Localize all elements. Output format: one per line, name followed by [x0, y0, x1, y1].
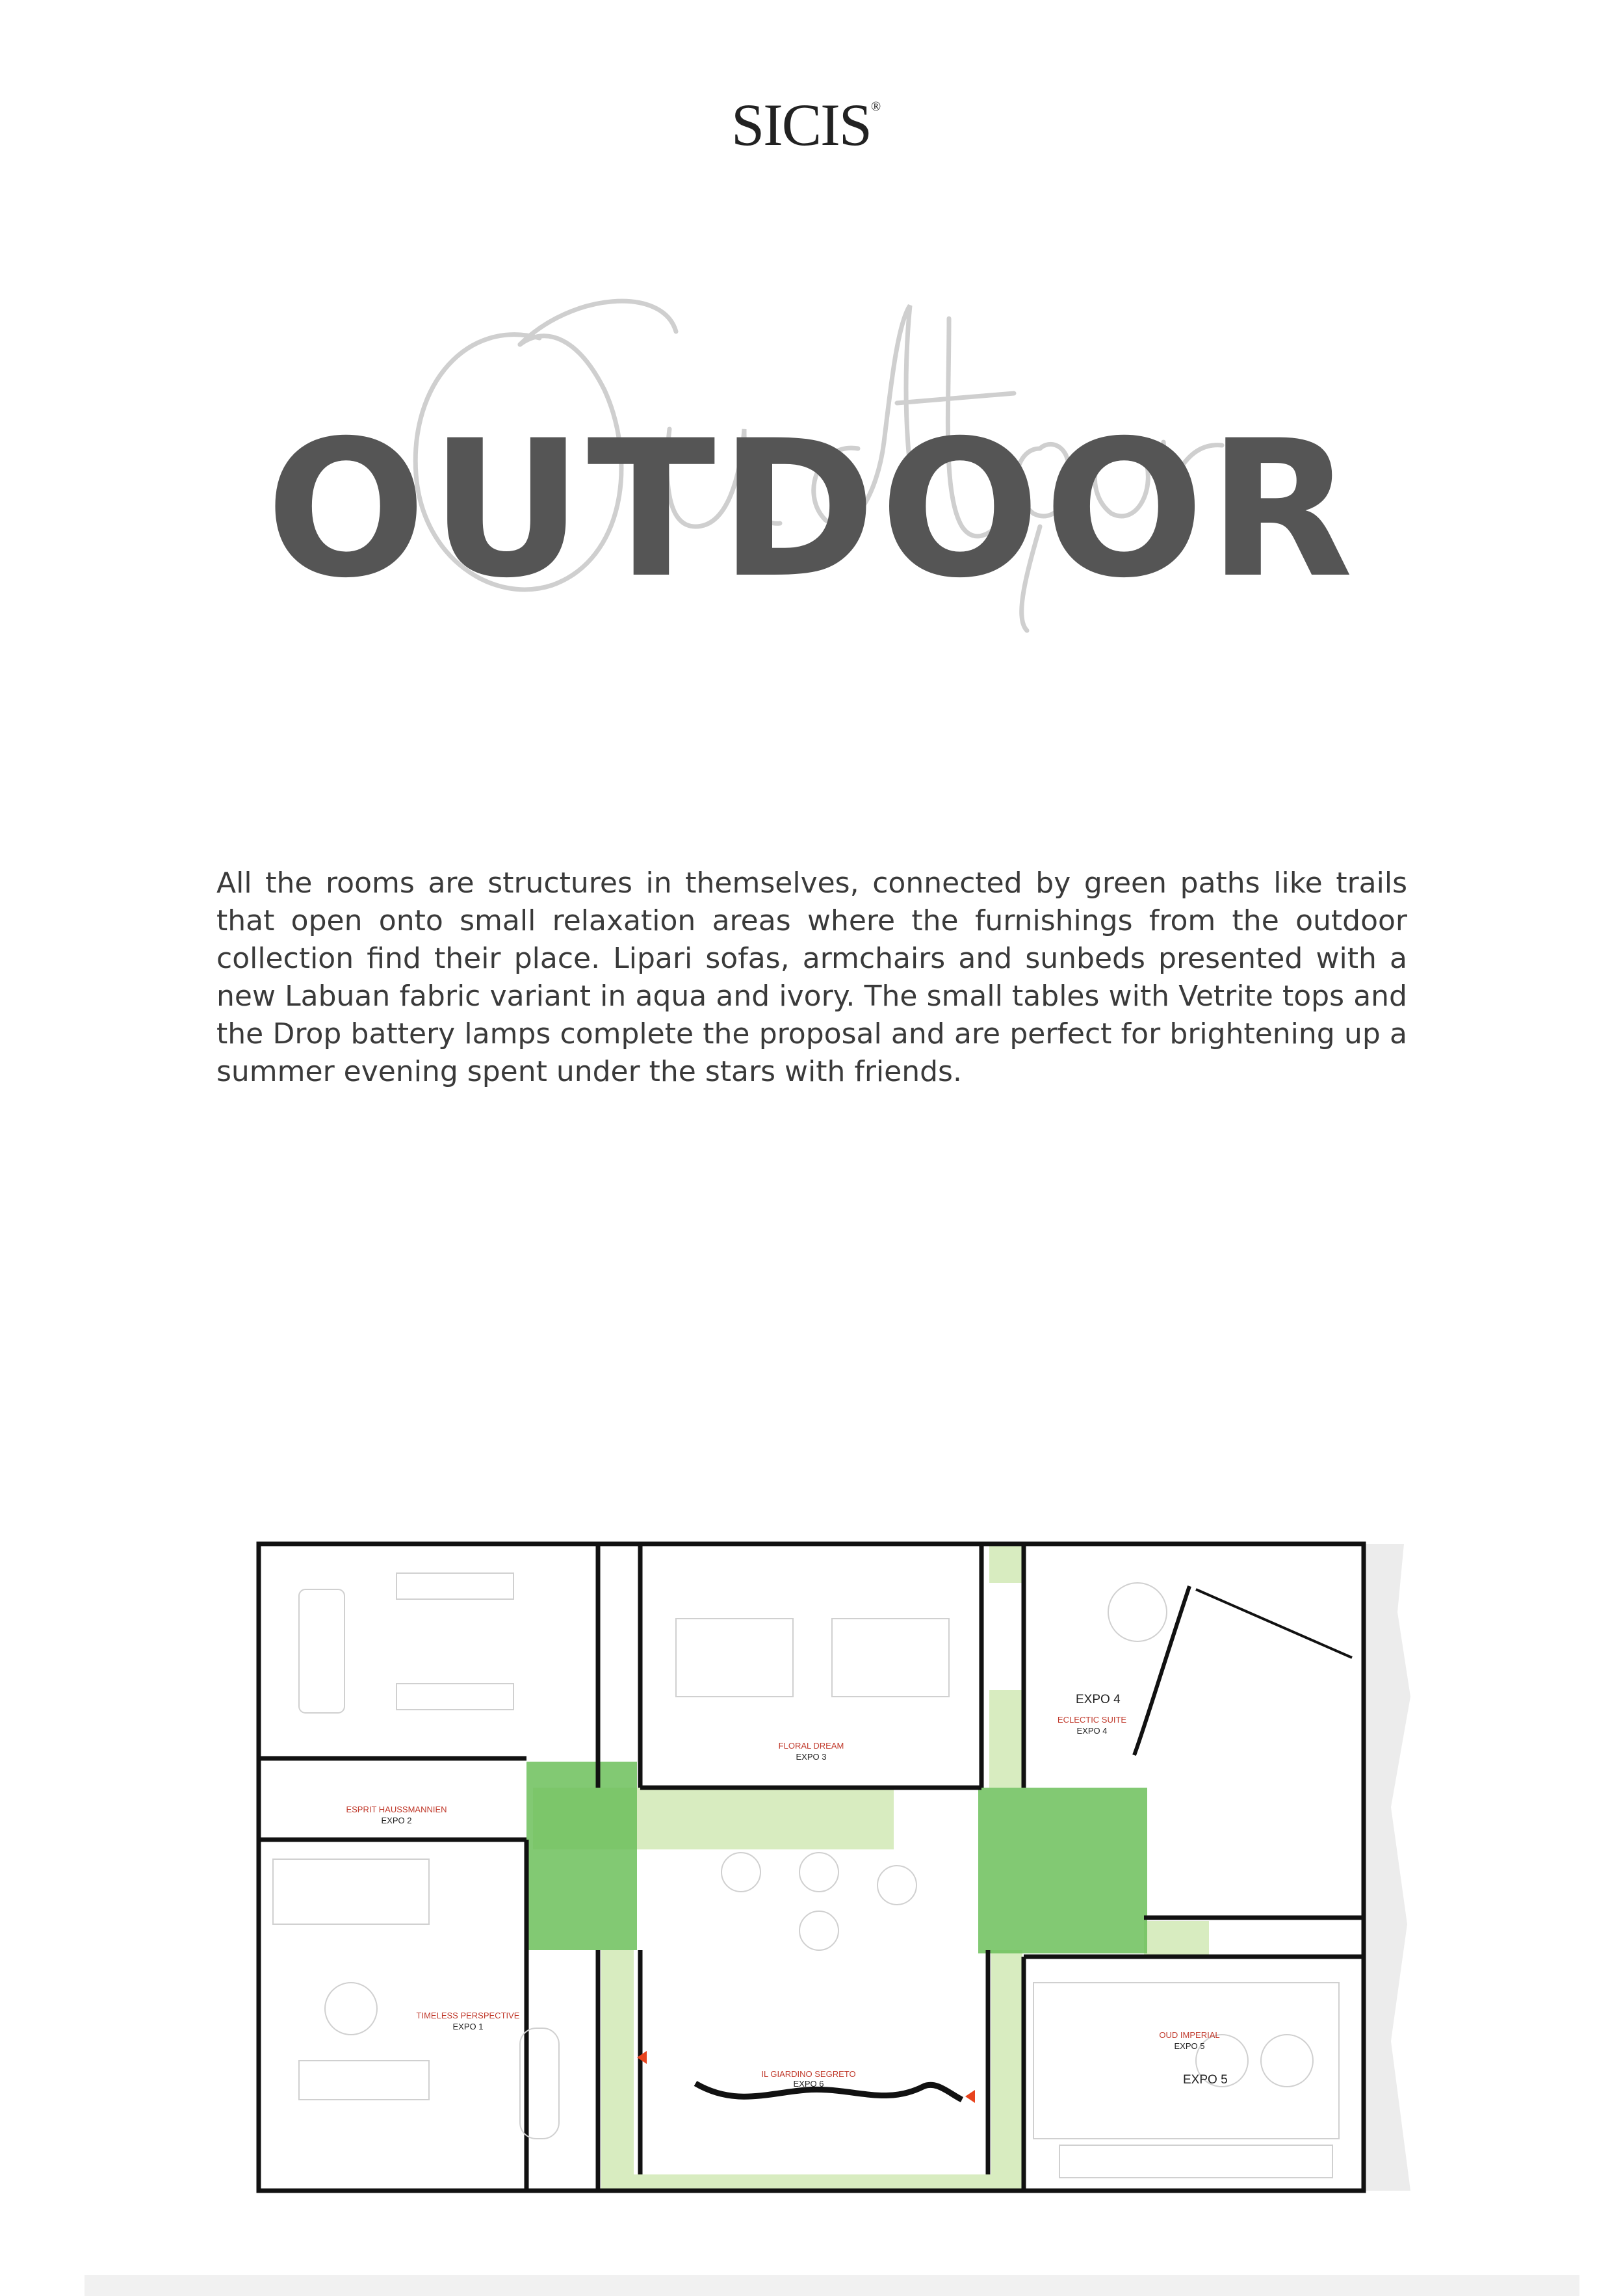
room-name-floral: FLORAL DREAM — [778, 1741, 844, 1751]
room-name-timeless: TIMELESS PERSPECTIVE — [416, 2011, 520, 2020]
sicis-logo: SICIS® — [731, 92, 881, 158]
floor-plan — [247, 1534, 1417, 2197]
room-expo-floral: EXPO 3 — [796, 1752, 827, 1762]
page-title: OUTDOOR — [266, 400, 1357, 620]
footer-bar — [84, 2275, 1579, 2296]
room-expo-eclectic: EXPO 4 — [1076, 1726, 1108, 1736]
room-name-eclectic: ECLECTIC SUITE — [1057, 1715, 1127, 1725]
room-expo-timeless: EXPO 1 — [452, 2022, 484, 2031]
room-expo-esprit: EXPO 2 — [381, 1816, 412, 1825]
description-paragraph: All the rooms are structures in themselves, connected by green paths like trails that open onto small relaxation areas where the furnishings from the outdoor collection find their place. Lipari sofas, armchairs and sunbeds presented with a new Labuan fabric variant in aqua and ivory. The small tables with Vetrite tops and the Drop battery lamps complete the proposal and are perfect for brightening up a summer evening spent under the stars with friends. — [216, 867, 1407, 1088]
room-name-oud: OUD IMPERIAL — [1159, 2030, 1220, 2040]
expo4-large-label: EXPO 4 — [1076, 1693, 1121, 1706]
room-expo-oud: EXPO 5 — [1174, 2041, 1205, 2051]
expo5-large-label: EXPO 5 — [1183, 2073, 1228, 2087]
room-name-giardino: IL GIARDINO SEGRETO — [761, 2069, 856, 2079]
room-expo-giardino: EXPO 6 — [793, 2079, 824, 2089]
room-name-esprit: ESPRIT HAUSSMANNIEN — [346, 1805, 447, 1814]
